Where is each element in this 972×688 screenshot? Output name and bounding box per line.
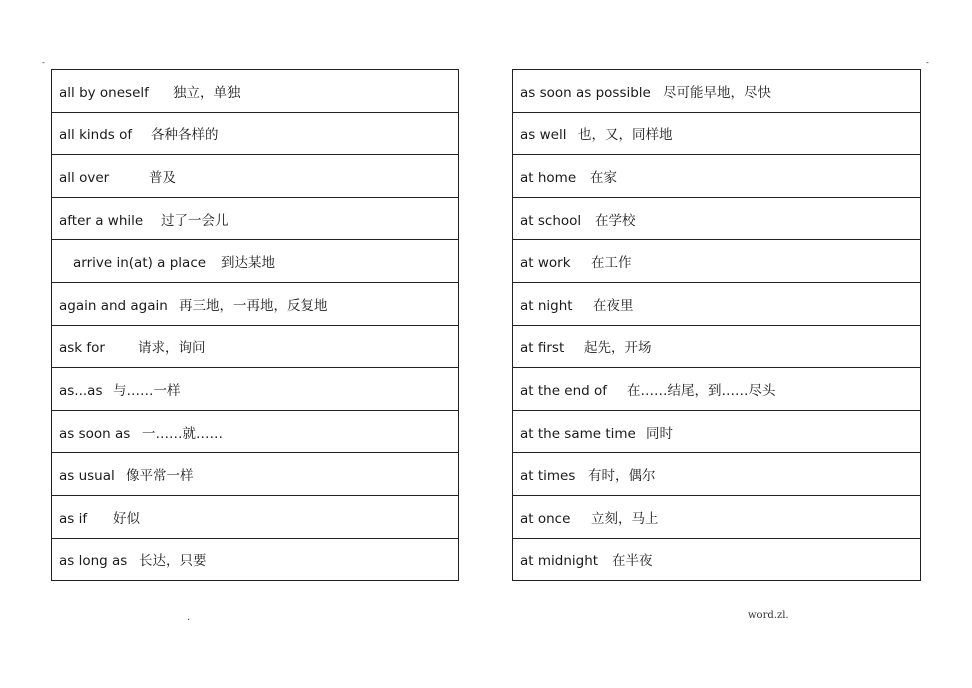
english-phrase: all by oneself <box>59 84 149 101</box>
english-phrase: at midnight <box>520 553 599 570</box>
english-phrase: as...as <box>59 382 103 399</box>
chinese-meaning: 长达，只要 <box>139 553 207 570</box>
chinese-meaning: 好似 <box>113 510 140 527</box>
table-row <box>513 112 921 155</box>
phrase-cell <box>513 282 921 325</box>
chinese-meaning: 有时，偶尔 <box>588 468 656 485</box>
english-phrase: as soon as possible <box>520 84 651 101</box>
phrase-cell <box>52 240 459 283</box>
phrase-cell <box>513 240 921 283</box>
chinese-meaning: 在家 <box>590 169 617 186</box>
table-row <box>513 240 921 283</box>
english-phrase: at school <box>520 212 582 229</box>
chinese-meaning: 再三地，一再地，反复地 <box>179 297 328 314</box>
phrase-cell <box>513 453 921 496</box>
table-row <box>513 155 921 198</box>
english-phrase: all kinds of <box>59 127 133 144</box>
phrase-cell <box>52 325 459 368</box>
phrase-cell <box>513 325 921 368</box>
english-phrase: all over <box>59 169 110 186</box>
chinese-meaning: 各种各样的 <box>151 127 219 144</box>
english-phrase: after a while <box>59 212 144 229</box>
table-row <box>52 240 459 283</box>
phrase-cell <box>513 70 921 113</box>
phrase-cell <box>513 410 921 453</box>
english-phrase: at work <box>520 255 571 272</box>
table-row <box>513 495 921 538</box>
table-row <box>52 112 459 155</box>
corner-mark-left: - <box>42 58 45 67</box>
table-row <box>52 197 459 240</box>
chinese-meaning: 过了一会儿 <box>161 212 229 229</box>
table-row <box>513 282 921 325</box>
chinese-meaning: 普及 <box>149 169 176 186</box>
footer-source: word.zl. <box>748 610 789 621</box>
table-row <box>52 325 459 368</box>
chinese-meaning: 同时 <box>646 425 673 442</box>
chinese-meaning: 立刻，马上 <box>591 510 659 527</box>
phrase-cell <box>52 410 459 453</box>
table-row <box>52 155 459 198</box>
chinese-meaning: 在工作 <box>591 255 632 272</box>
table-row <box>513 368 921 411</box>
phrase-cell <box>513 538 921 581</box>
english-phrase: at the same time <box>520 425 636 442</box>
phrase-cell <box>513 112 921 155</box>
chinese-meaning: 请求，询问 <box>138 340 206 357</box>
english-phrase: at the end of <box>520 382 608 399</box>
phrase-cell <box>52 197 459 240</box>
english-phrase: as if <box>59 510 88 527</box>
table-row <box>52 282 459 325</box>
english-phrase: as usual <box>59 468 115 485</box>
chinese-meaning: 在学校 <box>595 212 636 229</box>
chinese-meaning: 在……结尾，到……尽头 <box>627 382 776 399</box>
table-row <box>52 410 459 453</box>
chinese-meaning: 一……就…… <box>142 425 223 442</box>
phrase-cell <box>52 112 459 155</box>
table-row <box>52 538 459 581</box>
footer-dot: . <box>187 612 191 623</box>
chinese-meaning: 也，又，同样地 <box>578 127 673 144</box>
table-row <box>52 368 459 411</box>
english-phrase: as soon as <box>59 425 131 442</box>
table-row <box>513 538 921 581</box>
left-phrase-table <box>51 69 459 581</box>
table-row <box>513 325 921 368</box>
english-phrase: at times <box>520 468 576 485</box>
phrase-cell <box>52 538 459 581</box>
english-phrase: as well <box>520 127 567 144</box>
english-phrase: arrive in(at) a place <box>73 255 207 272</box>
table-row <box>52 495 459 538</box>
phrase-cell <box>513 155 921 198</box>
english-phrase: at first <box>520 340 565 357</box>
table-row <box>513 410 921 453</box>
chinese-meaning: 到达某地 <box>221 255 275 272</box>
phrase-cell <box>52 495 459 538</box>
phrase-cell <box>513 197 921 240</box>
english-phrase: at home <box>520 169 577 186</box>
chinese-meaning: 尽可能早地，尽快 <box>663 84 771 101</box>
phrase-cell <box>52 368 459 411</box>
phrase-cell <box>513 368 921 411</box>
chinese-meaning: 像平常一样 <box>126 468 194 485</box>
phrase-cell <box>52 453 459 496</box>
chinese-meaning: 起先，开场 <box>584 340 652 357</box>
english-phrase: at once <box>520 510 571 527</box>
english-phrase: again and again <box>59 297 168 314</box>
chinese-meaning: 独立，单独 <box>173 84 241 101</box>
phrase-cell <box>52 155 459 198</box>
right-phrase-table <box>512 69 921 581</box>
phrase-cell <box>52 70 459 113</box>
table-row <box>513 453 921 496</box>
chinese-meaning: 在夜里 <box>593 297 634 314</box>
phrase-cell <box>52 282 459 325</box>
english-phrase: ask for <box>59 340 105 357</box>
chinese-meaning: 在半夜 <box>612 553 653 570</box>
corner-mark-right: - <box>926 58 929 67</box>
chinese-meaning: 与……一样 <box>113 382 181 399</box>
table-row <box>513 197 921 240</box>
table-row <box>52 453 459 496</box>
table-row <box>513 70 921 113</box>
english-phrase: at night <box>520 297 573 314</box>
table-row <box>52 70 459 113</box>
english-phrase: as long as <box>59 553 128 570</box>
phrase-cell <box>513 495 921 538</box>
